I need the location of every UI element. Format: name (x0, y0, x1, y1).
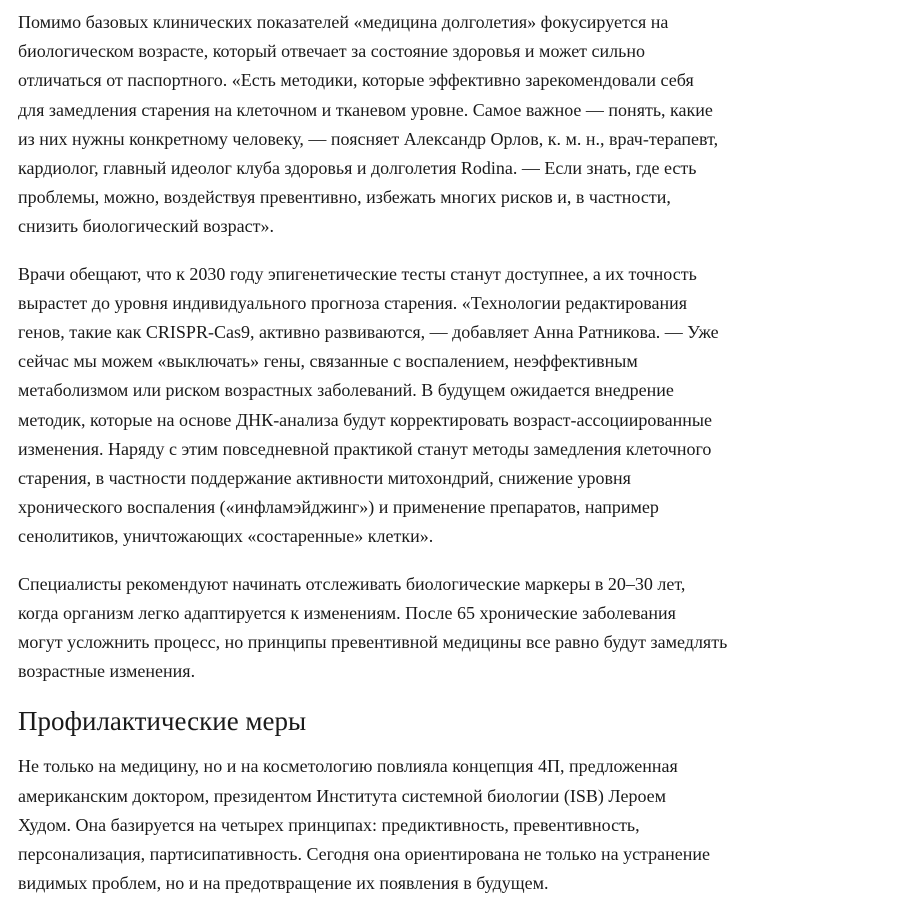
text-line: вырастет до уровня индивидуального прогноза старения. «Технологии редактирования (18, 292, 688, 313)
text-line: видимых проблем, но и на предотвращение их появления в будущем. (18, 873, 549, 894)
text-line: хронического воспаления («инфламэйджинг») и применение препаратов, например (18, 497, 659, 518)
text-line: для замедления старения на клеточном и тканевом уровне. Самое важное — понять, какие (18, 99, 713, 120)
text-line: возрастные изменения. (18, 661, 196, 682)
text-line: Врачи обещают, что к 2030 году эпигенетические тесты станут доступнее, а их точность (18, 263, 697, 284)
text-line: проблемы, можно, воздействуя превентивно, избежать многих рисков и, в частности, (18, 187, 671, 208)
text-line: методик, которые на основе ДНК-анализа будут корректировать возраст-ассоциированные (18, 409, 713, 430)
text-line: американским доктором, президентом Института системной биологии (ISB) Лероем (18, 785, 667, 806)
text-line: могут усложнить процесс, но принципы превентивной медицины все равно будут замедлять (18, 632, 728, 653)
paragraph-4p-concept (18, 752, 838, 898)
text-line: биологическом возрасте, который отвечает за состояние здоровья и может сильно (18, 41, 645, 62)
text-line: сейчас мы можем «выключать» гены, связанные с воспалением, неэффективным (18, 351, 638, 372)
text-line: сенолитиков, уничтожающих «состаренные» клетки». (18, 526, 434, 547)
text-line: когда организм легко адаптируется к изменениям. После 65 хронические заболевания (18, 602, 676, 623)
text-line: Худом. Она базируется на четырех принципах: предиктивность, превентивность, (18, 814, 640, 835)
text-line: кардиолог, главный идеолог клуба здоровья и долголетия Rodina. — Если знать, где есть (18, 158, 697, 179)
paragraph-markers-age (18, 570, 838, 687)
text-line: старения, в частности поддержание активности митохондрий, снижение уровня (18, 468, 631, 489)
text-line: отличаться от паспортного. «Есть методики, которые эффективно зарекомендовали себя (18, 70, 694, 91)
text-line: Не только на медицину, но и на косметологию повлияла концепция 4П, предложенная (18, 756, 678, 777)
text-line: Помимо базовых клинических показателей «медицина долголетия» фокусируется на (18, 12, 669, 32)
text-line: Специалисты рекомендуют начинать отслеживать биологические маркеры в 20–30 лет, (18, 573, 686, 594)
text-line: изменения. Наряду с этим повседневной практикой станут методы замедления клеточного (18, 438, 712, 459)
text-line: метаболизмом или риском возрастных заболеваний. В будущем ожидается внедрение (18, 380, 674, 401)
paragraph-epigenetic-tests (18, 260, 838, 552)
text-line: снизить биологический возраст». (18, 216, 274, 237)
text-line: из них нужны конкретному человеку, — поясняет Александр Орлов, к. м. н., врач-терапевт, (18, 128, 719, 149)
paragraph-biological-age (18, 8, 838, 242)
section-heading: Профилактические меры (18, 706, 307, 737)
text-line: персонализация, партисипативность. Сегодня она ориентирована не только на устранение (18, 844, 711, 865)
text-line: генов, такие как CRISPR-Cas9, активно развиваются, — добавляет Анна Ратникова. — Уже (18, 322, 719, 343)
